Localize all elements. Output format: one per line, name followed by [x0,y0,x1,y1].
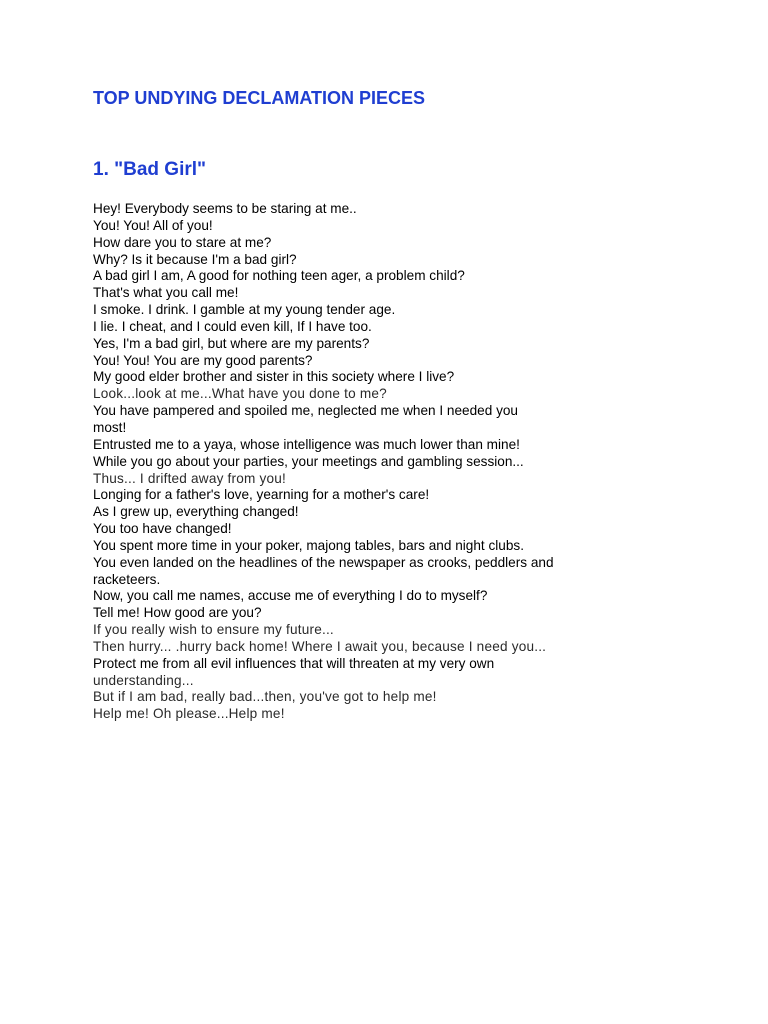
poem-line: Entrusted me to a yaya, whose intelligence was much lower than mine! [93,436,520,452]
poem-line: racketeers. [93,571,161,587]
poem-line: If you really wish to ensure my future... [93,622,334,638]
poem-line: Thus... I drifted away from you! [93,470,287,486]
document-title: TOP UNDYING DECLAMATION PIECES [93,88,426,108]
poem-line: A bad girl I am, A good for nothing teen ager, a problem child? [93,268,465,284]
poem-line: Now, you call me names, accuse me of everything I do to myself? [93,588,488,604]
poem-line: Longing for a father's love, yearning for a mother's care! [93,487,430,503]
poem-line: My good elder brother and sister in this society where I live? [93,369,455,385]
poem-line: Yes, I'm a bad girl, but where are my parents? [93,335,370,351]
poem-line: You have pampered and spoiled me, neglected me when I needed you [93,403,518,419]
poem-line: You even landed on the headlines of the newspaper as crooks, peddlers and [93,554,554,570]
poem-line: You spent more time in your poker, majong tables, bars and night clubs. [93,537,524,553]
poem-line: As I grew up, everything changed! [93,504,299,520]
poem-line: Hey! Everybody seems to be staring at me.. [93,201,357,216]
poem-body [93,201,633,723]
poem-line: I lie. I cheat, and I could even kill, If I have too. [93,318,372,334]
poem-line: You! You! All of you! [93,217,213,233]
poem-line: That's what you call me! [93,285,239,301]
poem-line: While you go about your parties, your meetings and gambling session... [93,453,524,469]
poem-line: You! You! You are my good parents? [93,352,313,368]
section-title: 1. "Bad Girl" [93,159,207,180]
poem-line: But if I am bad, really bad...then, you've got to help me! [93,689,437,705]
poem-line: most! [93,419,127,435]
poem-line: How dare you to stare at me? [93,234,272,250]
poem-line: Tell me! How good are you? [93,605,262,621]
poem-line: Protect me from all evil influences that will threaten at my very own [93,655,495,671]
poem-line: I smoke. I drink. I gamble at my young tender age. [93,302,396,318]
poem-line: understanding... [93,672,194,688]
poem-line: You too have changed! [93,521,232,537]
poem-line: Then hurry... .hurry back home! Where I await you, because I need you... [93,638,547,654]
poem-line: Why? Is it because I'm a bad girl? [93,251,297,267]
poem-line: Look...look at me...What have you done to me? [93,386,387,402]
poem-line: Help me! Oh please...Help me! [93,706,285,722]
